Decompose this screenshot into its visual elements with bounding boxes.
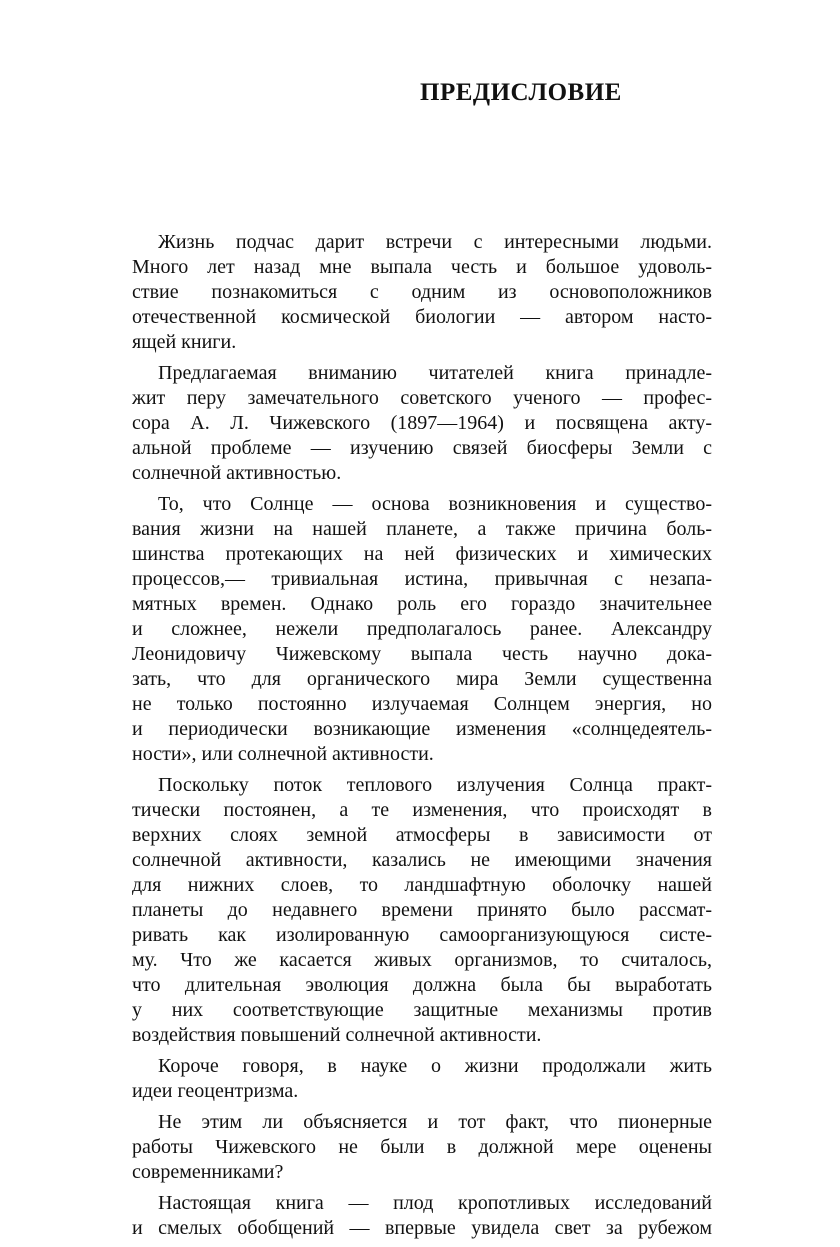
text-line: альной проблеме — изучению связей биосферы Земли с	[132, 437, 712, 459]
text-line: ности», или солнечной активности.	[132, 743, 434, 765]
text-line: Предлагаемая вниманию читателей книга принадле-	[158, 362, 712, 384]
body-text	[132, 230, 712, 1247]
paragraph	[132, 361, 712, 486]
text-line: сора А. Л. Чижевского (1897—1964) и посвящена акту-	[132, 412, 712, 434]
text-line: ящей книги.	[132, 331, 237, 353]
text-line: тически постоянен, а те изменения, что происходят в	[132, 799, 712, 821]
text-line: зать, что для органического мира Земли существенна	[132, 668, 712, 690]
paragraph	[132, 1191, 712, 1241]
text-line: солнечной активностью.	[132, 462, 342, 484]
paragraph	[132, 773, 712, 1048]
text-line: Жизнь подчас дарит встречи с интересными людьми.	[158, 231, 712, 253]
text-line: процессов,— тривиальная истина, привычная с незапа-	[132, 568, 712, 590]
text-line: солнечной активности, казались не имеющими значения	[132, 849, 712, 871]
text-line: жит перу замечательного советского ученого — профес-	[132, 387, 712, 409]
paragraph	[132, 1054, 712, 1104]
text-line: шинства протекающих на ней физических и химических	[132, 543, 712, 565]
text-line: верхних слоях земной атмосферы в зависимости от	[132, 824, 712, 846]
text-line: что длительная эволюция должна была бы выработать	[132, 974, 712, 996]
text-line: му. Что же касается живых организмов, то считалось,	[132, 949, 712, 971]
text-line: Не этим ли объясняется и тот факт, что пионерные	[158, 1111, 712, 1133]
text-line: не только постоянно излучаемая Солнцем энергия, но	[132, 693, 712, 715]
text-line: вания жизни на нашей планете, а также причина боль-	[132, 518, 712, 540]
text-line: работы Чижевского не были в должной мере оценены	[132, 1136, 712, 1158]
text-line: Короче говоря, в науке о жизни продолжали жить	[158, 1055, 712, 1077]
text-line: и периодически возникающие изменения «солнцедеятель-	[132, 718, 712, 740]
paragraph	[132, 492, 712, 767]
text-line: идеи геоцентризма.	[132, 1080, 299, 1102]
text-line: Много лет назад мне выпала честь и большое удоволь-	[132, 256, 712, 278]
text-line: То, что Солнце — основа возникновения и существо-	[158, 493, 712, 515]
paragraph	[132, 1110, 712, 1185]
page-title: ПРЕДИСЛОВИЕ	[420, 79, 622, 106]
text-line: современниками?	[132, 1161, 284, 1183]
text-line: воздействия повышений солнечной активности.	[132, 1024, 542, 1046]
text-line: планеты до недавнего времени принято было рассмат-	[132, 899, 712, 921]
text-line: ривать как изолированную самоорганизующуюся систе-	[132, 924, 712, 946]
text-line: ствие познакомиться с одним из основоположников	[132, 281, 712, 303]
text-line: и сложнее, нежели предполагалось ранее. Александру	[132, 618, 712, 640]
text-line: для нижних слоев, то ландшафтную оболочку нашей	[132, 874, 712, 896]
text-line: Поскольку поток теплового излучения Солнца практ-	[158, 774, 712, 796]
text-line: отечественной космической биологии — автором насто-	[132, 306, 712, 328]
text-line: мятных времен. Однако роль его гораздо значительнее	[132, 593, 712, 615]
text-line: у них соответствующие защитные механизмы против	[132, 999, 712, 1021]
text-line: и смелых обобщений — впервые увидела свет за рубежом	[132, 1217, 712, 1239]
text-line: Настоящая книга — плод кропотливых исследований	[158, 1192, 712, 1214]
paragraph	[132, 230, 712, 355]
text-line: Леонидовичу Чижевскому выпала честь научно дока-	[132, 643, 712, 665]
